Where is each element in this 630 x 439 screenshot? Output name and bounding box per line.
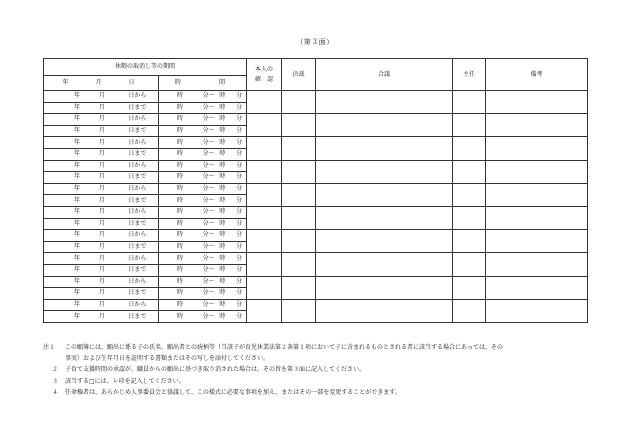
consult-cell[interactable] bbox=[316, 230, 453, 253]
remarks-cell[interactable] bbox=[486, 206, 588, 229]
consult-cell[interactable] bbox=[316, 276, 453, 299]
date-cell[interactable]: 年 月 日まで bbox=[44, 241, 159, 253]
decision-cell[interactable] bbox=[282, 253, 316, 276]
note-3: ３ 該当する□には、レ印を記入してください。 bbox=[52, 377, 185, 385]
date-cell[interactable]: 年 月 日まで bbox=[44, 195, 159, 207]
remarks-cell[interactable] bbox=[486, 137, 588, 160]
time-cell[interactable]: 時 分〜 時 分 bbox=[159, 288, 247, 300]
time-cell[interactable]: 時 分〜 時 分 bbox=[159, 264, 247, 276]
chief-cell[interactable] bbox=[453, 253, 486, 276]
time-cell[interactable]: 時 分〜 時 分 bbox=[159, 230, 247, 242]
decision-cell[interactable] bbox=[282, 299, 316, 322]
time-cell[interactable]: 時 分〜 時 分 bbox=[159, 241, 247, 253]
consult-cell[interactable] bbox=[316, 91, 453, 114]
chief-cell[interactable] bbox=[453, 91, 486, 114]
note-1: 注１ この願簿には、願出に係る子の氏名、願出者との続柄等（当該子が育児休業法第２条第１項において子に含まれるものとされる者に該当する場合にあっては、その bbox=[43, 344, 503, 351]
time-cell[interactable]: 時 分〜 時 分 bbox=[159, 311, 247, 323]
time-cell[interactable]: 時 分〜 時 分 bbox=[159, 195, 247, 207]
time-cell[interactable]: 時 分〜 時 分 bbox=[159, 148, 247, 160]
period-row-from bbox=[44, 114, 588, 126]
decision-cell[interactable] bbox=[282, 91, 316, 114]
remarks-cell[interactable] bbox=[486, 230, 588, 253]
chief-cell[interactable] bbox=[453, 114, 486, 137]
note-1-continued: 事実）および生年月日を証明する書類またはその写しを添付してください。 bbox=[65, 355, 270, 363]
consult-cell[interactable] bbox=[316, 137, 453, 160]
consult-cell[interactable] bbox=[316, 299, 453, 322]
notes bbox=[43, 342, 591, 398]
decision-cell[interactable] bbox=[282, 276, 316, 299]
decision-cell[interactable] bbox=[282, 206, 316, 229]
period-row-from bbox=[44, 253, 588, 265]
date-cell[interactable]: 年 月 日まで bbox=[44, 218, 159, 230]
time-cell[interactable]: 時 分〜 時 分 bbox=[159, 276, 247, 288]
confirm-cell[interactable] bbox=[247, 91, 282, 114]
date-cell[interactable]: 年 月 日から bbox=[44, 91, 159, 103]
confirm-cell[interactable] bbox=[247, 183, 282, 206]
remarks-cell[interactable] bbox=[486, 91, 588, 114]
time-cell[interactable]: 時 分〜 時 分 bbox=[159, 172, 247, 184]
note-4: ４ 任命権者は、あらかじめ人事委員会と協議して、この様式に必要な事項を加え、またはその一部を変更することができます。 bbox=[52, 388, 401, 396]
period-header: 休暇の取消し等の期間 bbox=[44, 59, 247, 76]
note-2: ２ 子育て支援時間の承認が、職員からの願出に基づき取り消された場合は、その旨を第３面に記入してください。 bbox=[52, 366, 366, 374]
decision-header: 決裁 bbox=[282, 59, 316, 91]
chief-cell[interactable] bbox=[453, 276, 486, 299]
consult-cell[interactable] bbox=[316, 114, 453, 137]
time-cell[interactable]: 時 分〜 時 分 bbox=[159, 253, 247, 265]
remarks-cell[interactable] bbox=[486, 160, 588, 183]
date-cell[interactable]: 年 月 日から bbox=[44, 137, 159, 149]
chief-cell[interactable] bbox=[453, 230, 486, 253]
period-row-from bbox=[44, 276, 588, 288]
page-label: （第３面） bbox=[296, 38, 334, 46]
date-cell[interactable]: 年 月 日まで bbox=[44, 311, 159, 323]
consult-cell[interactable] bbox=[316, 160, 453, 183]
period-row-from bbox=[44, 299, 588, 311]
decision-cell[interactable] bbox=[282, 160, 316, 183]
time-cell[interactable]: 時 分〜 時 分 bbox=[159, 160, 247, 172]
date-cell[interactable]: 年 月 日から bbox=[44, 276, 159, 288]
chief-cell[interactable] bbox=[453, 206, 486, 229]
time-column-header: 時 間 bbox=[159, 76, 247, 91]
decision-cell[interactable] bbox=[282, 183, 316, 206]
date-cell[interactable]: 年 月 日まで bbox=[44, 125, 159, 137]
date-cell[interactable]: 年 月 日まで bbox=[44, 172, 159, 184]
remarks-cell[interactable] bbox=[486, 253, 588, 276]
confirm-cell[interactable] bbox=[247, 276, 282, 299]
decision-cell[interactable] bbox=[282, 137, 316, 160]
time-cell[interactable]: 時 分〜 時 分 bbox=[159, 91, 247, 103]
date-cell[interactable]: 年 月 日から bbox=[44, 206, 159, 218]
date-cell[interactable]: 年 月 日から bbox=[44, 160, 159, 172]
date-cell[interactable]: 年 月 日まで bbox=[44, 148, 159, 160]
remarks-cell[interactable] bbox=[486, 114, 588, 137]
date-cell[interactable]: 年 月 日から bbox=[44, 114, 159, 126]
period-row-from bbox=[44, 91, 588, 103]
remarks-header: 備考 bbox=[486, 59, 588, 91]
cancellation-table bbox=[43, 58, 588, 323]
time-cell[interactable]: 時 分〜 時 分 bbox=[159, 137, 247, 149]
date-column-header: 年 月 日 bbox=[44, 76, 159, 91]
time-cell[interactable]: 時 分〜 時 分 bbox=[159, 183, 247, 195]
chief-header: 主任 bbox=[453, 59, 486, 91]
consult-header: 合議 bbox=[316, 59, 453, 91]
period-row-from bbox=[44, 160, 588, 172]
consult-cell[interactable] bbox=[316, 206, 453, 229]
date-cell[interactable]: 年 月 日まで bbox=[44, 288, 159, 300]
chief-cell[interactable] bbox=[453, 299, 486, 322]
period-row-from bbox=[44, 137, 588, 149]
date-cell[interactable]: 年 月 日まで bbox=[44, 264, 159, 276]
confirm-header: 本人の 確 認 bbox=[247, 59, 282, 91]
date-cell[interactable]: 年 月 日から bbox=[44, 299, 159, 311]
date-cell[interactable]: 年 月 日まで bbox=[44, 102, 159, 114]
confirm-cell[interactable] bbox=[247, 160, 282, 183]
period-row-from bbox=[44, 183, 588, 195]
period-row-from bbox=[44, 206, 588, 218]
time-cell[interactable]: 時 分〜 時 分 bbox=[159, 102, 247, 114]
chief-cell[interactable] bbox=[453, 160, 486, 183]
chief-cell[interactable] bbox=[453, 137, 486, 160]
date-cell[interactable]: 年 月 日から bbox=[44, 253, 159, 265]
consult-cell[interactable] bbox=[316, 253, 453, 276]
time-cell[interactable]: 時 分〜 時 分 bbox=[159, 299, 247, 311]
time-cell[interactable]: 時 分〜 時 分 bbox=[159, 114, 247, 126]
confirm-cell[interactable] bbox=[247, 253, 282, 276]
date-cell[interactable]: 年 月 日から bbox=[44, 183, 159, 195]
confirm-cell[interactable] bbox=[247, 206, 282, 229]
time-cell[interactable]: 時 分〜 時 分 bbox=[159, 218, 247, 230]
confirm-cell[interactable] bbox=[247, 114, 282, 137]
chief-cell[interactable] bbox=[453, 183, 486, 206]
remarks-cell[interactable] bbox=[486, 299, 588, 322]
confirm-cell[interactable] bbox=[247, 299, 282, 322]
time-cell[interactable]: 時 分〜 時 分 bbox=[159, 125, 247, 137]
period-row-from bbox=[44, 230, 588, 242]
confirm-cell[interactable] bbox=[247, 230, 282, 253]
confirm-cell[interactable] bbox=[247, 137, 282, 160]
decision-cell[interactable] bbox=[282, 114, 316, 137]
remarks-cell[interactable] bbox=[486, 183, 588, 206]
date-cell[interactable]: 年 月 日から bbox=[44, 230, 159, 242]
decision-cell[interactable] bbox=[282, 230, 316, 253]
time-cell[interactable]: 時 分〜 時 分 bbox=[159, 206, 247, 218]
consult-cell[interactable] bbox=[316, 183, 453, 206]
remarks-cell[interactable] bbox=[486, 276, 588, 299]
